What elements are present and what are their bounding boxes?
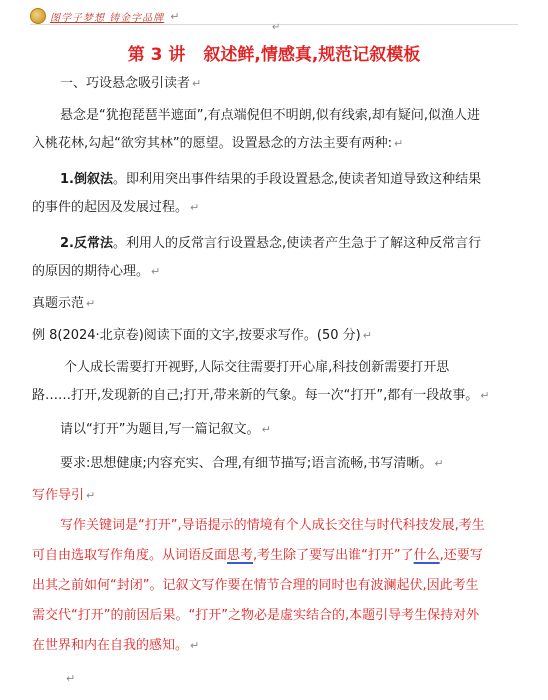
page-header xyxy=(30,8,179,24)
lesson-title xyxy=(0,40,548,65)
guide-heading: 写作导引 ↵ xyxy=(32,488,96,503)
guide-line: 在世界和内在自我的感知。 ↵ xyxy=(32,638,200,653)
task-line: 请以“打开”为题目,写一篇记叙文。 ↵ xyxy=(60,422,271,437)
paragraph-line: 入桃花林,勾起“欲穷其林”的愿望。设置悬念的方法主要有两种: ↵ xyxy=(32,136,404,151)
paragraph-line: 1.倒叙法。即利用突出事件结果的手段设置悬念,使读者知道导致这种结果 xyxy=(60,172,482,187)
paragraph-mark-icon: ↵ xyxy=(170,9,180,23)
paragraph-mark-icon: ↵ xyxy=(272,22,281,33)
paragraph-line: 的原因的期待心理。 ↵ xyxy=(32,264,161,279)
guide-line: 需交代“打开”的前因后果。“打开”之物必是虚实结合的,本题引导考生保持对外 xyxy=(32,608,480,623)
demo-heading: 真题示范 ↵ xyxy=(32,296,96,311)
guide-line: 可自由选取写作角度。从词语反面思考,考生除了要写出谁“打开”了什么,还要写 xyxy=(32,548,483,563)
lesson-number: 第 3 讲 xyxy=(127,45,186,65)
paragraph-line: 2.反常法。利用人的反常言行设置悬念,使读者产生急于了解这种反常言行 xyxy=(60,236,482,251)
guide-line: 出其之前如何“封闭”。记叙文写作要在情节合理的同时也有波澜起伏,因此考生 xyxy=(32,578,479,593)
lesson-name: 叙述鲜,情感真,规范记叙模板 xyxy=(203,45,421,65)
prompt-line: 个人成长需要打开视野,人际交往需要打开心扉,科技创新需要打开思 xyxy=(64,360,450,375)
publisher-logo-icon xyxy=(30,8,46,24)
section-heading: 一、巧设悬念吸引读者 ↵ xyxy=(60,76,202,91)
paragraph-line: 的事件的起因及发展过程。 ↵ xyxy=(32,200,200,215)
prompt-line: 路……打开,发现新的自己;打开,带来新的气象。每一次“打开”,都有一段故事。 ↵ xyxy=(32,388,490,403)
guide-line: 写作关键词是“打开”,导语提示的情境有个人成长交往与时代科技发展,考生 xyxy=(60,518,485,533)
paragraph-line: 悬念是“犹抱琵琶半遮面”,有点端倪但不明朗,似有线索,却有疑问,似渔人进 xyxy=(60,108,480,123)
header-slogan: 图学子梦想 铸金字品牌 xyxy=(50,12,165,24)
example-line: 例 8(2024·北京卷)阅读下面的文字,按要求写作。(50 分) ↵ xyxy=(32,328,372,343)
paragraph-mark-icon: ↵ xyxy=(66,672,76,685)
requirement-line: 要求:思想健康;内容充实、合理,有细节描写;语言流畅,书写清晰。 ↵ xyxy=(60,456,444,471)
